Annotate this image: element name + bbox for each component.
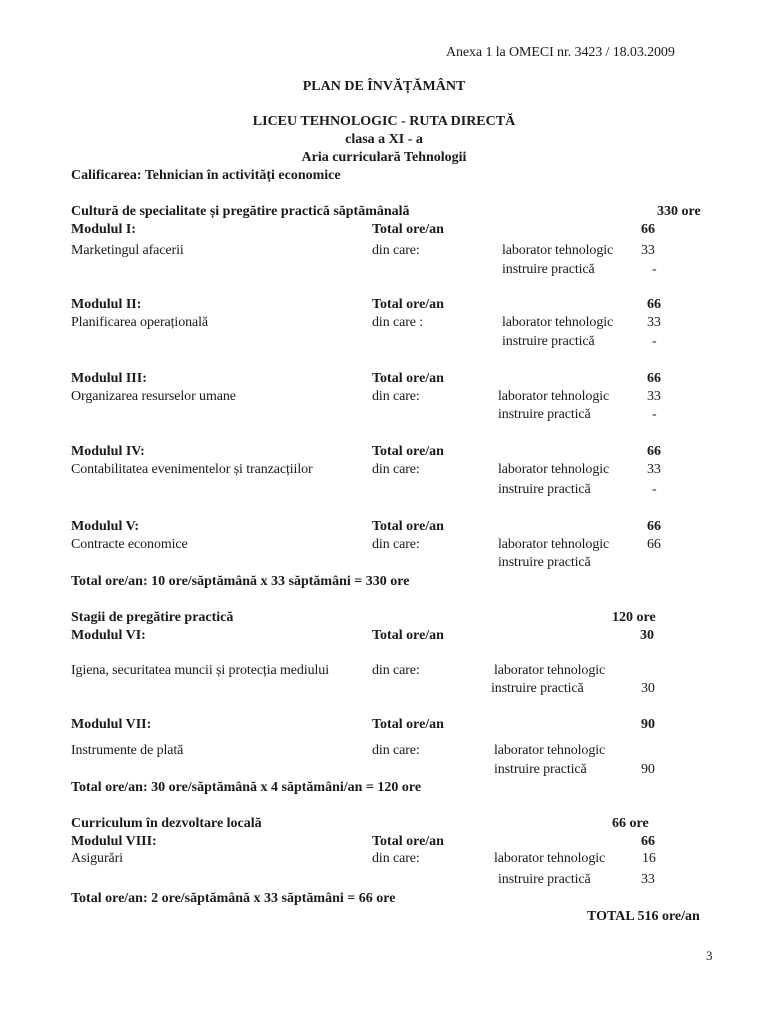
module-subject: Instrumente de plată xyxy=(71,743,184,758)
grand-total: TOTAL 516 ore/an xyxy=(587,909,700,924)
module-total: 66 xyxy=(641,222,655,237)
section3-total: Total ore/an: 2 ore/săptămână x 33 săptămâni = 66 ore xyxy=(71,891,396,906)
module-total: 90 xyxy=(641,717,655,732)
module-total-label: Total ore/an xyxy=(372,371,444,386)
lab-hours: 33 xyxy=(647,315,661,330)
module-din-care: din care: xyxy=(372,243,420,258)
module-name: Modulul V: xyxy=(71,519,140,534)
section1-total: Total ore/an: 10 ore/săptămână x 33 săptămâni = 330 ore xyxy=(71,574,410,589)
module-total-label: Total ore/an xyxy=(372,444,444,459)
practice-hours: - xyxy=(652,334,657,349)
section3-title: Curriculum în dezvoltare locală xyxy=(71,816,262,831)
practice-hours: 30 xyxy=(641,681,655,696)
module-total: 30 xyxy=(640,628,654,643)
practice-hours: 33 xyxy=(641,872,655,887)
section2-total: Total ore/an: 30 ore/săptămână x 4 săptămâni/an = 120 ore xyxy=(71,780,422,795)
module-din-care: din care: xyxy=(372,851,420,866)
module-total: 66 xyxy=(647,519,661,534)
lab-hours: 66 xyxy=(647,537,661,552)
module-name: Modulul VII: xyxy=(71,717,152,732)
module-total-label: Total ore/an xyxy=(372,222,444,237)
school-route-title: LICEU TEHNOLOGIC - RUTA DIRECTĂ xyxy=(252,114,516,129)
practice-hours: - xyxy=(652,482,657,497)
module-total: 66 xyxy=(641,834,655,849)
module-din-care: din care : xyxy=(372,315,424,330)
practice-label: instruire practică xyxy=(502,334,595,349)
module-total: 66 xyxy=(647,444,661,459)
section2-title: Stagii de pregătire practică xyxy=(71,610,234,625)
module-subject: Marketingul afacerii xyxy=(71,243,184,258)
practice-hours: - xyxy=(652,407,657,422)
module-din-care: din care: xyxy=(372,743,420,758)
lab-label: laborator tehnologic xyxy=(498,537,610,552)
curricular-area: Aria curriculară Tehnologii xyxy=(301,150,467,165)
module-total-label: Total ore/an xyxy=(372,717,444,732)
practice-label: instruire practică xyxy=(498,555,591,570)
module-name: Modulul I: xyxy=(71,222,136,237)
practice-label: instruire practică xyxy=(498,407,591,422)
lab-hours: 33 xyxy=(641,243,655,258)
module-subject: Contracte economice xyxy=(71,537,188,552)
module-din-care: din care: xyxy=(372,663,420,678)
practice-hours: - xyxy=(652,262,657,277)
practice-hours: 90 xyxy=(641,762,655,777)
annex-reference: Anexa 1 la OMECI nr. 3423 / 18.03.2009 xyxy=(446,45,675,60)
module-subject: Planificarea operațională xyxy=(71,315,209,330)
section1-title: Cultură de specialitate și pregătire practică săptămânală xyxy=(71,204,410,219)
module-din-care: din care: xyxy=(372,389,420,404)
lab-hours: 33 xyxy=(647,389,661,404)
practice-label: instruire practică xyxy=(494,762,587,777)
module-total-label: Total ore/an xyxy=(372,297,444,312)
module-subject: Asigurări xyxy=(71,851,123,866)
practice-label: instruire practică xyxy=(498,482,591,497)
lab-label: laborator tehnologic xyxy=(502,315,614,330)
page-number: 3 xyxy=(706,948,713,963)
lab-label: laborator tehnologic xyxy=(498,389,610,404)
qualification: Calificarea: Tehnician în activități economice xyxy=(71,168,341,183)
practice-label: instruire practică xyxy=(502,262,595,277)
lab-label: laborator tehnologic xyxy=(498,462,610,477)
lab-hours: 16 xyxy=(642,851,656,866)
section2-hours: 120 ore xyxy=(612,610,656,625)
practice-label: instruire practică xyxy=(491,681,584,696)
lab-label: laborator tehnologic xyxy=(502,243,614,258)
module-total-label: Total ore/an xyxy=(372,519,444,534)
lab-label: laborator tehnologic xyxy=(494,851,606,866)
lab-label: laborator tehnologic xyxy=(494,743,606,758)
lab-label: laborator tehnologic xyxy=(494,663,606,678)
module-din-care: din care: xyxy=(372,462,420,477)
section1-hours: 330 ore xyxy=(657,204,701,219)
module-subject: Igiena, securitatea muncii și protecția mediului xyxy=(71,663,329,678)
module-subject: Organizarea resurselor umane xyxy=(71,389,236,404)
plan-title: PLAN DE ÎNVĂȚĂMÂNT xyxy=(302,79,466,94)
module-total-label: Total ore/an xyxy=(372,628,444,643)
practice-label: instruire practică xyxy=(498,872,591,887)
module-total: 66 xyxy=(647,371,661,386)
module-name: Modulul II: xyxy=(71,297,142,312)
module-total: 66 xyxy=(647,297,661,312)
class-label: clasa a XI - a xyxy=(345,132,423,147)
section3-hours: 66 ore xyxy=(612,816,649,831)
module-total-label: Total ore/an xyxy=(372,834,444,849)
module-name: Modulul IV: xyxy=(71,444,145,459)
module-name: Modulul VI: xyxy=(71,628,146,643)
module-subject: Contabilitatea evenimentelor și tranzacțiilor xyxy=(71,462,313,477)
module-din-care: din care: xyxy=(372,537,420,552)
lab-hours: 33 xyxy=(647,462,661,477)
module-name: Modulul VIII: xyxy=(71,834,157,849)
module-name: Modulul III: xyxy=(71,371,147,386)
